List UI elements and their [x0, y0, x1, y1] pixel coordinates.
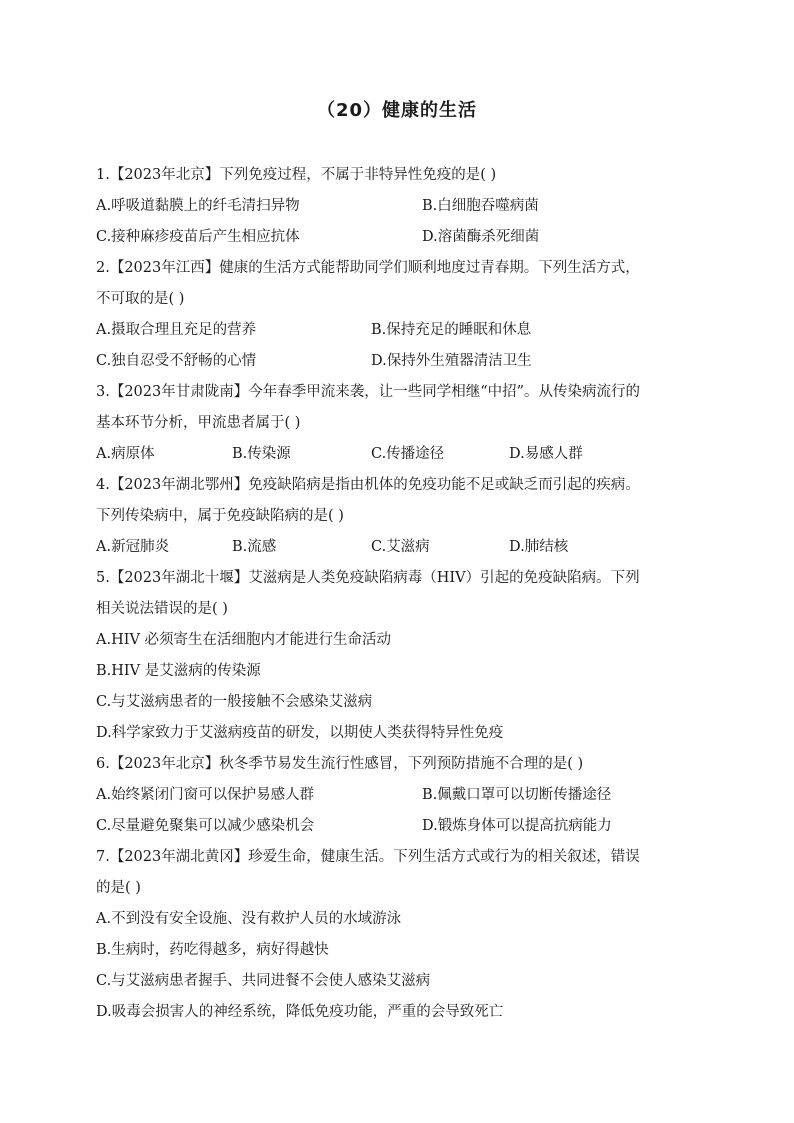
- question-list: [96, 160, 696, 1028]
- option-d: D.易感人群: [509, 446, 583, 462]
- option-b: B.HIV 是艾滋病的传染源: [96, 663, 261, 679]
- option-b: B.白细胞吞噬病菌: [422, 198, 539, 214]
- option-a: A.呼吸道黏膜上的纤毛清扫异物: [96, 198, 300, 214]
- question-4: [96, 470, 696, 563]
- option-d: D.溶菌酶杀死细菌: [422, 229, 540, 245]
- option-row: [96, 532, 696, 563]
- option-c: C.与艾滋病患者的一般接触不会感染艾滋病: [96, 694, 373, 710]
- question-stem: 2.【2023年江西】健康的生活方式能帮助同学们顺利地度过青春期。下列生活方式，: [96, 260, 640, 276]
- question-stem: 1.【2023年北京】下列免疫过程，不属于非特异性免疫的是( ): [96, 167, 497, 183]
- question-2: [96, 253, 696, 377]
- option-d: D.吸毒会损害人的神经系统，降低免疫功能，严重的会导致死亡: [96, 1004, 504, 1020]
- option-b: B.保持充足的睡眠和休息: [371, 322, 532, 338]
- option-a: A.始终紧闭门窗可以保护易感人群: [96, 787, 315, 803]
- option-a: A.HIV 必须寄生在活细胞内才能进行生命活动: [96, 632, 392, 648]
- option-row: [96, 222, 696, 253]
- question-1: [96, 160, 696, 253]
- question-5: [96, 563, 696, 749]
- question-stem: 3.【2023年甘肃陇南】今年春季甲流来袭，让一些同学相继“中招”。从传染病流行的: [96, 384, 641, 400]
- question-3: [96, 377, 696, 470]
- question-stem: 5.【2023年湖北十堰】艾滋病是人类免疫缺陷病毒（HIV）引起的免疫缺陷病。下列: [96, 570, 640, 586]
- question-stem-continued: 基本环节分析，甲流患者属于( ): [96, 415, 301, 431]
- question-stem-continued: 相关说法错误的是( ): [96, 601, 228, 617]
- option-c: C.传播途径: [371, 446, 445, 462]
- option-a: A.病原体: [96, 446, 155, 462]
- option-a: A.摄取合理且充足的营养: [96, 322, 257, 338]
- question-stem-continued: 下列传染病中，属于免疫缺陷病的是( ): [96, 508, 344, 524]
- question-7: [96, 842, 696, 1028]
- option-d: D.肺结核: [509, 539, 569, 555]
- option-c: C.独自忍受不舒畅的心情: [96, 353, 257, 369]
- question-6: [96, 749, 696, 842]
- option-b: B.流感: [232, 539, 277, 555]
- option-b: B.生病时，药吃得越多，病好得越快: [96, 942, 329, 958]
- option-row: [96, 191, 696, 222]
- option-row: [96, 346, 696, 377]
- option-d: D.锻炼身体可以提高抗病能力: [422, 818, 612, 834]
- option-c: C.与艾滋病患者握手、共同进餐不会使人感染艾滋病: [96, 973, 431, 989]
- option-d: D.保持外生殖器清洁卫生: [371, 353, 532, 369]
- option-row: [96, 315, 696, 346]
- option-b: B.传染源: [232, 446, 291, 462]
- option-row: [96, 439, 696, 470]
- page-title: （20）健康的生活: [316, 100, 478, 121]
- question-stem: 7.【2023年湖北黄冈】珍爱生命，健康生活。下列生活方式或行为的相关叙述，错误: [96, 849, 640, 865]
- question-stem-continued: 不可取的是( ): [96, 291, 185, 307]
- option-c: C.艾滋病: [371, 539, 430, 555]
- option-row: [96, 780, 696, 811]
- option-b: B.佩戴口罩可以切断传播途径: [422, 787, 612, 803]
- option-c: C.接种麻疹疫苗后产生相应抗体: [96, 229, 300, 245]
- question-stem: 4.【2023年湖北鄂州】免疫缺陷病是指由机体的免疫功能不足或缺乏而引起的疾病。: [96, 477, 640, 493]
- question-stem-continued: 的是( ): [96, 880, 141, 896]
- option-d: D.科学家致力于艾滋病疫苗的研发，以期使人类获得特异性免疫: [96, 725, 504, 741]
- option-c: C.尽量避免聚集可以减少感染机会: [96, 818, 315, 834]
- option-a: A.不到没有安全设施、没有救护人员的水域游泳: [96, 911, 402, 927]
- question-stem: 6.【2023年北京】秋冬季节易发生流行性感冒，下列预防措施不合理的是( ): [96, 756, 584, 772]
- option-row: [96, 811, 696, 842]
- option-a: A.新冠肺炎: [96, 539, 170, 555]
